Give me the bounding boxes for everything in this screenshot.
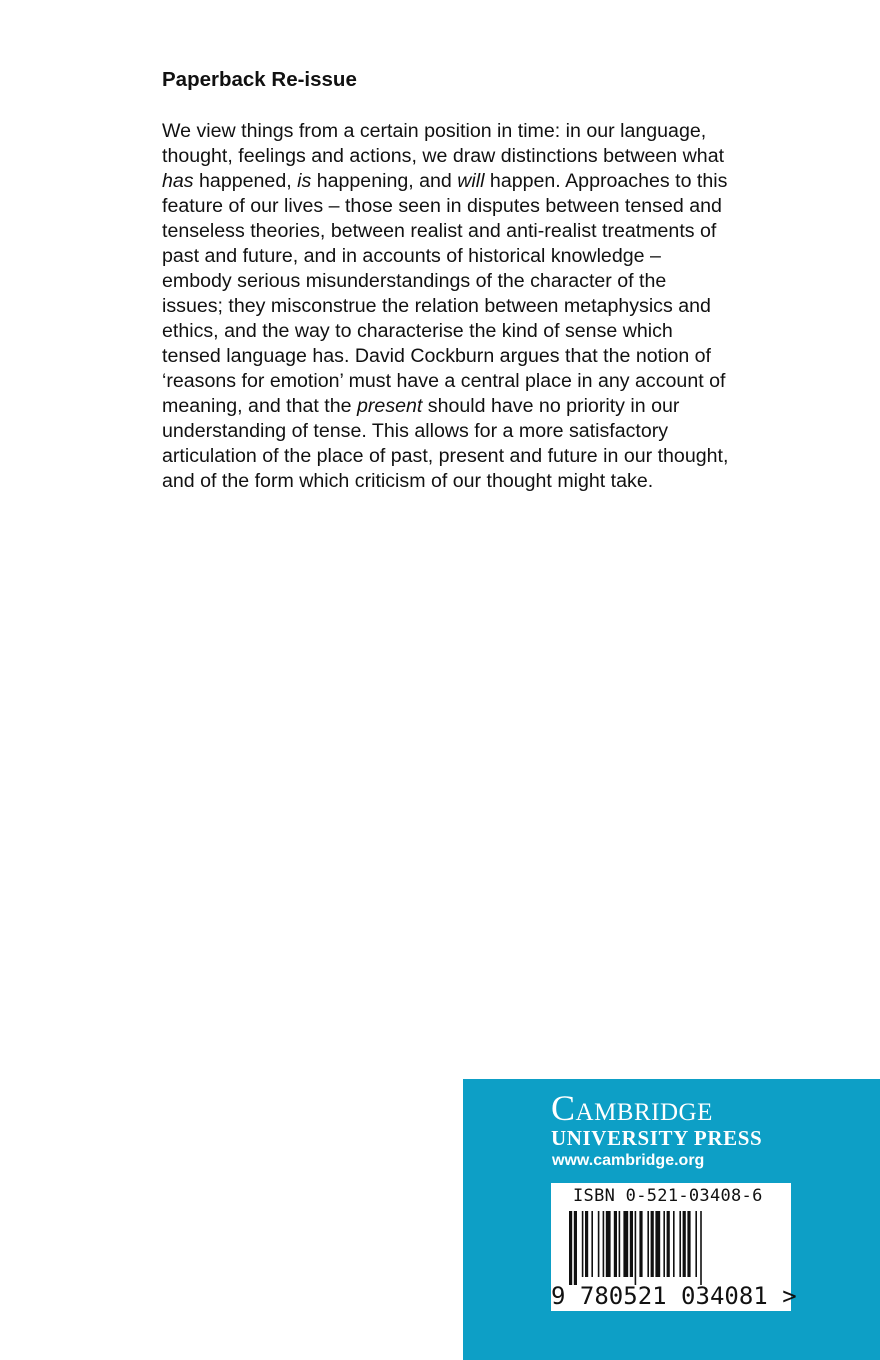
- barcode-bar: [603, 1211, 605, 1277]
- blurb-text-3: happening, and: [311, 170, 458, 192]
- barcode-bar: [619, 1211, 621, 1277]
- barcode-bar: [647, 1211, 649, 1277]
- barcode-bar: [695, 1211, 697, 1277]
- barcode-bar: [630, 1211, 633, 1277]
- barcode-bar: [574, 1211, 577, 1285]
- description-text: [162, 119, 732, 494]
- blurb-italic-present: present: [357, 395, 423, 417]
- barcode-image: [551, 1211, 791, 1285]
- barcode-bar: [639, 1211, 642, 1277]
- barcode-bar: [582, 1211, 584, 1277]
- barcode-bar: [687, 1211, 690, 1277]
- barcode-bar: [683, 1211, 686, 1277]
- barcode-bar: [667, 1211, 670, 1277]
- barcode-bar: [606, 1211, 611, 1277]
- barcode-bar: [673, 1211, 675, 1277]
- blurb-text-2: happened,: [193, 170, 298, 192]
- barcode-bar: [651, 1211, 654, 1277]
- blurb-italic-is: is: [297, 170, 312, 192]
- barcode-bar: [635, 1211, 637, 1285]
- barcode-bar: [655, 1211, 660, 1277]
- barcode-block: [551, 1183, 797, 1311]
- publisher-logo: [551, 1089, 762, 1149]
- blurb-italic-will: will: [457, 170, 485, 192]
- barcode-bar: [569, 1211, 572, 1285]
- section-heading: Paperback Re-issue: [162, 68, 357, 91]
- barcode-bar: [679, 1211, 681, 1277]
- publisher-name-line1: Cambridge: [551, 1088, 713, 1128]
- barcode-bar: [614, 1211, 617, 1277]
- blurb-text-5: should have no priority in our understanding of tense. This allows for a more satisfactory articulation of the place of past, present and future in our thought, and of the form which criticism of our thought might take.: [162, 395, 729, 492]
- publisher-panel: [463, 1079, 880, 1360]
- barcode-bar: [663, 1211, 665, 1277]
- publisher-url: www.cambridge.org: [552, 1152, 705, 1169]
- publisher-name-line2: UNIVERSITY PRESS: [551, 1126, 763, 1150]
- barcode-digits: 9 780521 034081 >: [551, 1282, 797, 1310]
- blurb-text-4: happen. Approaches to this feature of our lives – those seen in disputes between tensed and tenseless theories, between realist and anti-realist treatments of past and future, and in accounts of historical knowledge – embody serious misunderstandings of the character of the issues; they misconstrue the relation between metaphysics and ethics, and the way to characterise the kind of sense which tensed language has. David Cockburn argues that the notion of ‘reasons for emotion’ must have a central place in any account of meaning, and that the: [162, 170, 728, 417]
- barcode-bar: [591, 1211, 593, 1277]
- barcode-bar: [585, 1211, 588, 1277]
- barcode-bar: [623, 1211, 628, 1277]
- barcode-bar: [700, 1211, 702, 1285]
- isbn-label: ISBN 0-521-03408-6: [573, 1186, 763, 1206]
- barcode-bar: [598, 1211, 600, 1277]
- blurb-italic-has: has: [162, 170, 194, 192]
- blurb-text-1: We view things from a certain position in time: in our language, thought, feelings and actions, we draw distinctions between what: [162, 120, 725, 167]
